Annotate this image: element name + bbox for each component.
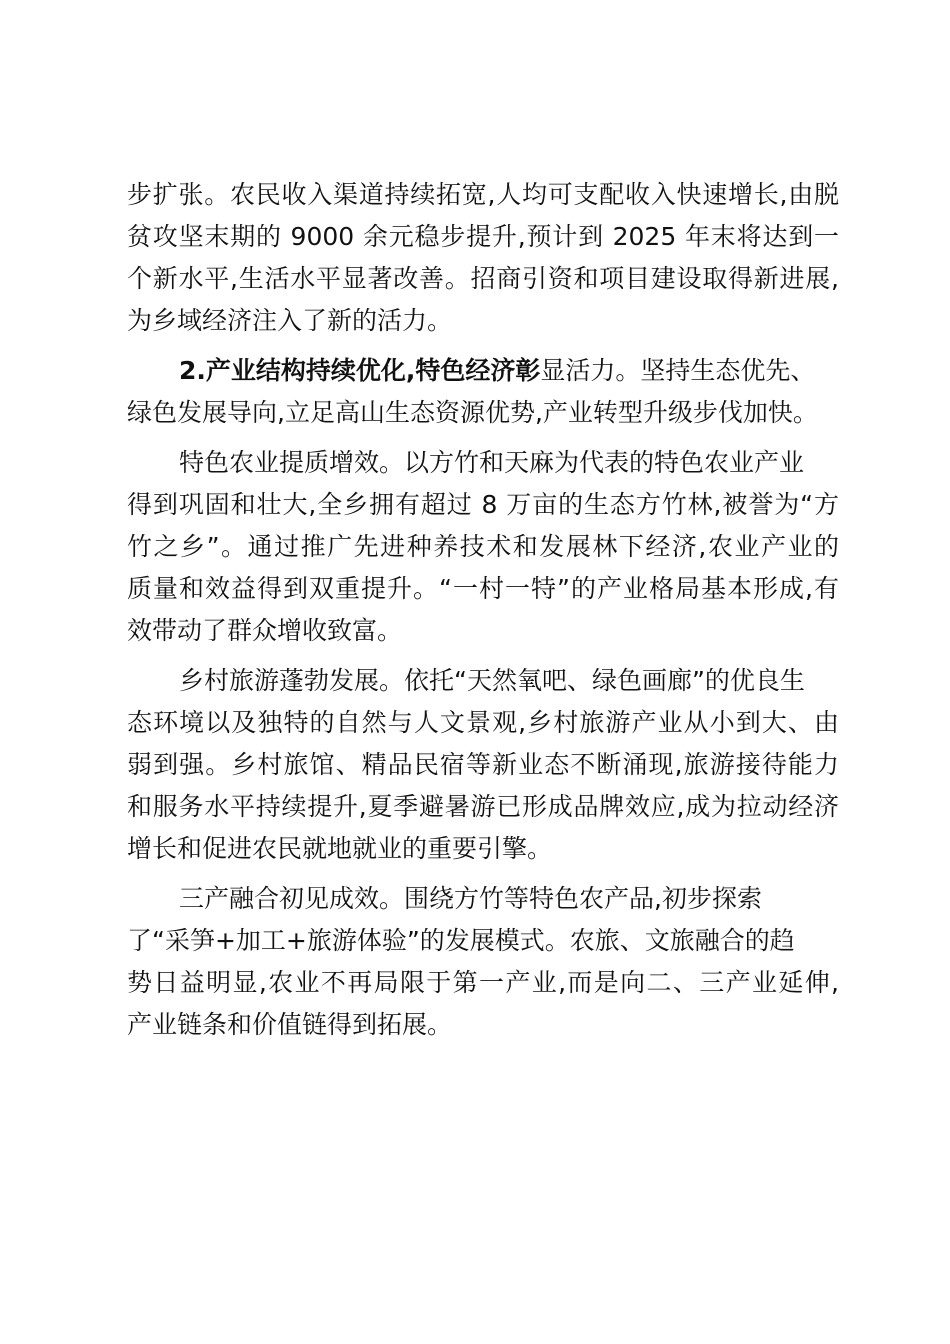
text-line: 绿色发展导向,立足高山生态资源优势,产业转型升级步伐加快。 <box>127 398 818 427</box>
paragraph-agriculture <box>127 442 839 652</box>
text-line: 步扩张。农民收入渠道持续拓宽,人均可支配收入快速增长,由脱 <box>127 180 839 209</box>
text-line: 了“采笋+加工+旅游体验”的发展模式。农旅、文旅融合的趋 <box>127 926 795 955</box>
text-span: 显活力。坚持生态优先、 <box>540 356 816 385</box>
paragraph-tourism <box>127 660 839 870</box>
text-line: 增长和促进农民就地就业的重要引擎。 <box>127 834 553 863</box>
text-line: 和服务水平持续提升,夏季避暑游已形成品牌效应,成为拉动经济 <box>127 792 839 821</box>
text-line <box>127 350 839 392</box>
paragraph-income <box>127 174 839 342</box>
document-body <box>127 174 839 1046</box>
text-line: 三产融合初见成效。围绕方竹等特色农产品,初步探索 <box>179 884 762 913</box>
text-line: 竹之乡”。通过推广先进种养技术和发展林下经济,农业产业的 <box>127 532 839 561</box>
paragraph-industry-structure <box>127 350 839 434</box>
text-line: 质量和效益得到双重提升。“一村一特”的产业格局基本形成,有 <box>127 574 839 603</box>
text-line: 势日益明显,农业不再局限于第一产业,而是向二、三产业延伸, <box>127 968 839 997</box>
text-line: 得到巩固和壮大,全乡拥有超过 8 万亩的生态方竹林,被誉为“方 <box>127 490 839 519</box>
text-line: 产业链条和价值链得到拓展。 <box>127 1010 453 1039</box>
section-heading: 2.产业结构持续优化,特色经济彰 <box>179 356 541 385</box>
text-line: 个新水平,生活水平显著改善。招商引资和项目建设取得新进展, <box>127 264 839 293</box>
text-line: 特色农业提质增效。以方竹和天麻为代表的特色农业产业 <box>179 448 805 477</box>
text-line: 效带动了群众增收致富。 <box>127 616 403 645</box>
text-line: 为乡域经济注入了新的活力。 <box>127 306 453 335</box>
text-line: 态环境以及独特的自然与人文景观,乡村旅游产业从小到大、由 <box>127 708 839 737</box>
text-line: 弱到强。乡村旅馆、精品民宿等新业态不断涌现,旅游接待能力 <box>127 750 839 779</box>
text-line: 乡村旅游蓬勃发展。依托“天然氧吧、绿色画廊”的优良生 <box>179 666 805 695</box>
text-line: 贫攻坚末期的 9000 余元稳步提升,预计到 2025 年末将达到一 <box>127 222 839 251</box>
paragraph-integration <box>127 878 839 1046</box>
